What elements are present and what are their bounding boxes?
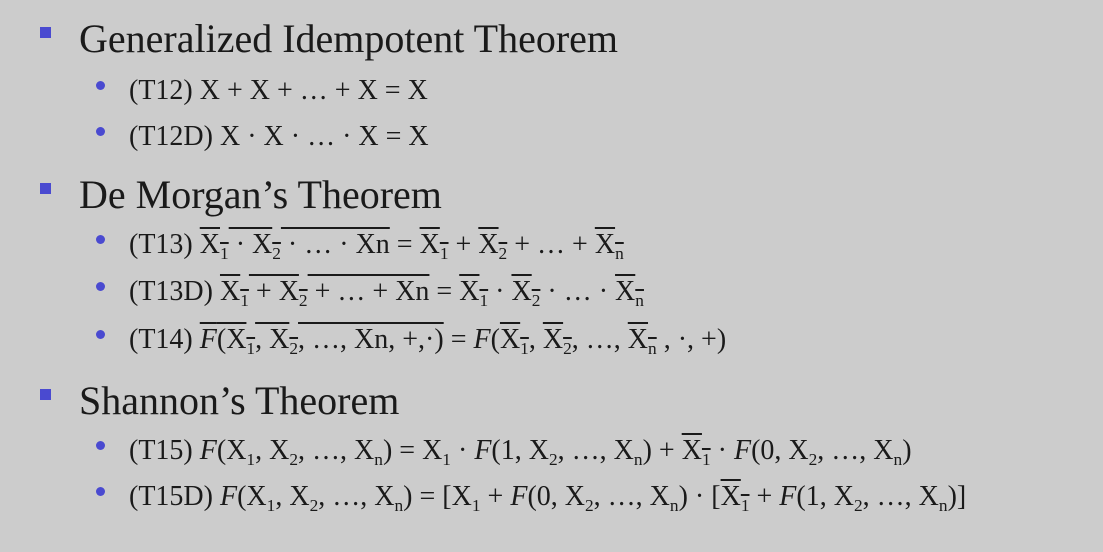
bullet-dot-icon (96, 235, 105, 244)
theorem-label: (T13D) (129, 276, 213, 307)
square-bullet-icon (40, 183, 51, 194)
section-title: De Morgan’s Theorem (79, 171, 442, 217)
section-heading-de-morgan (40, 172, 442, 216)
theorem-label: (T12) (129, 75, 193, 106)
section-title: Generalized Idempotent Theorem (79, 15, 619, 61)
bullet-dot-icon (96, 81, 105, 90)
bullet-dot-icon (96, 127, 105, 136)
square-bullet-icon (40, 27, 51, 38)
bullet-dot-icon (96, 441, 105, 450)
theorem-t15d (96, 480, 966, 514)
section-title: Shannon’s Theorem (79, 377, 400, 423)
theorem-t15 (96, 434, 912, 468)
theorem-label: (T13) (129, 229, 193, 260)
theorem-label: (T15D) (129, 481, 213, 512)
theorem-formula: (T12D) X · X · … · X = X (129, 121, 429, 152)
bullet-dot-icon (96, 330, 105, 339)
theorem-formula: (T14) $F(X_1$, $X_2$, …, Xn, +,·) = $F(X_1$, $X_2$, …, $X_n$ , ·, +) (129, 324, 727, 359)
square-bullet-icon (40, 389, 51, 400)
theorem-t14 (96, 323, 726, 357)
bullet-dot-icon (96, 487, 105, 496)
theorem-label: (T15) (129, 435, 193, 466)
theorem-t12 (96, 74, 428, 108)
theorem-formula: (T13D) $X_1 + X_2$ + … + $Xn = X_1 \cdot X_2$ · … · $X_n$ (129, 276, 644, 311)
bullet-dot-icon (96, 282, 105, 291)
theorem-formula: (T15D) $F(X_1$, $X_2$, …, $X_n) = [X_1 + F(0$, $X_2$, …, $X_n) \cdot [X_1 + F(1$, $X_2$, …, $X_n$)] (129, 481, 967, 516)
theorem-formula: (T15) $F(X_1$, $X_2$, …, $X_n) = X_1 \cdot F(1$, $X_2$, …, $X_n) + X_1 \cdot F(0$, $X_2$, …, $X_n$) (129, 435, 912, 470)
theorem-t13d (96, 275, 644, 309)
section-heading-shannon (40, 378, 399, 422)
theorem-formula: (T12) X + X + … + X = X (129, 75, 428, 106)
theorem-t13 (96, 228, 624, 262)
section-heading-idempotent (40, 16, 618, 60)
theorem-t12d (96, 120, 429, 154)
theorem-label: (T12D) (129, 121, 213, 152)
theorem-label: (T14) (129, 324, 193, 355)
theorem-formula: (T13) $X_1 \cdot X_2$ · … · $Xn = X_1 + X_2$ + … + $X_n$ (129, 229, 624, 264)
